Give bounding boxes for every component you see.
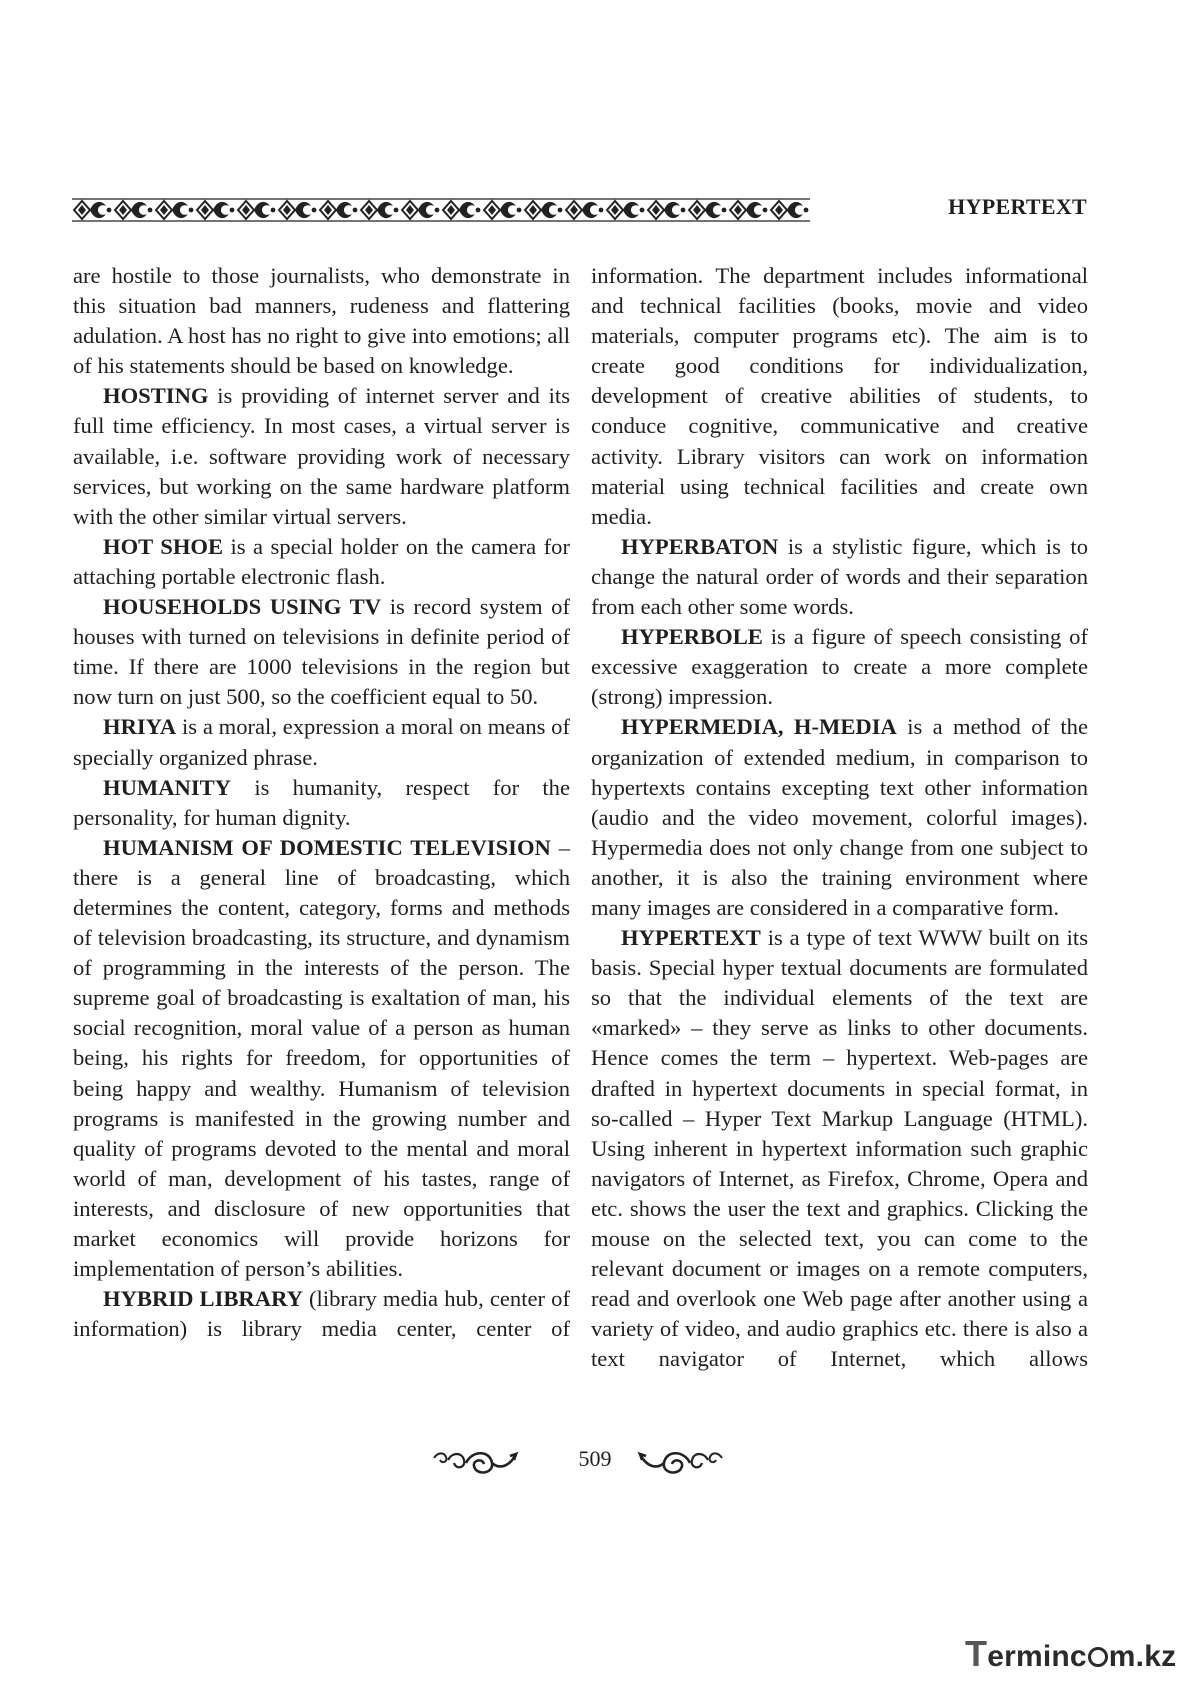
entry-definition: is a type of text WWW built on its basis. Special hyper textual documents are formulated so that the individual elements of the text are «marked» – they serve as links to other documents. Hence comes the term – hypertext. Web-pages are drafted in hypertext documents in special format, in so-called – Hyper Text Markup Language (HTML). Using inherent in hypertext information such graphic navigators of Internet, as Firefox, Chrome, Opera and etc. shows the user the text and graphics. Clicking the mouse on the selected text, you can come to the relevant document or images on a remote computers, read and overlook one Web page after another using a variety of video, and audio graphics etc. there is also a text navigator of Internet, which allows (591, 925, 1088, 1372)
entry-definition: is providing of internet server and its full time efficiency. In most cases, a virtual server is available, i.e. software providing work of necessary services, but working on the same hardware platform with the other similar virtual servers. (73, 383, 570, 529)
entry-continuation (73, 261, 570, 381)
dictionary-entry (73, 833, 570, 1284)
dictionary-entry (591, 532, 1088, 622)
entry-definition: information. The department includes informational and technical facilities (books, movie and video materials, computer programs etc). The aim is to create good conditions for individualization, development of creative abilities of students, to conduce cognitive, communicative and creative activity. Library visitors can work on information material using technical facilities and create own media. (591, 263, 1088, 529)
dictionary-entry (73, 532, 570, 592)
right-column (591, 261, 1088, 1374)
entry-definition: is a method of the organization of extended medium, in comparison to hypertexts contains excepting text other information (audio and the video movement, colorful images). Hypermedia does not only change from one subject to another, it is also the training environment where many images are considered in a comparative form. (591, 714, 1088, 920)
right-flourish-icon (636, 1448, 726, 1478)
entry-term: HUMANISM OF DOMESTIC TELEVISION (103, 834, 551, 860)
entry-definition: is a special holder on the camera for attaching portable electronic flash. (73, 533, 570, 589)
entry-continuation (591, 261, 1088, 532)
entry-term: HOT SHOE (103, 533, 224, 559)
termincom-watermark-logo: Terminc m.kz (965, 1633, 1177, 1674)
page-number: 509 (578, 1446, 612, 1471)
dictionary-entry (73, 381, 570, 531)
entry-definition: are hostile to those journalists, who demonstrate in this situation bad manners, rudeness and flattering adulation. A host has no right to give into emotions; all of his statements should be based on knowledge. (73, 263, 570, 379)
dictionary-entry (73, 773, 570, 833)
entry-definition: is a moral, expression a moral on means of specially organized phrase. (73, 714, 570, 770)
dictionary-entry (591, 622, 1088, 712)
entry-definition: – there is a general line of broadcasting, which determines the content, category, forms and methods of television broadcasting, its structure, and dynamism of programming in the interests of the person. The supreme goal of broadcasting is exaltation of man, his social recognition, moral value of a person as human being, his rights for freedom, for opportunities of being happy and wealthy. Humanism of television programs is manifested in the growing number and quality of programs devoted to the mental and moral world of man, development of his tastes, range of interests, and disclosure of new opportunities that market economics will provide horizons for implementation of person’s abilities. (73, 834, 570, 1282)
entry-term: HYBRID LIBRARY (103, 1286, 303, 1312)
entry-term: HYPERBOLE (621, 624, 763, 650)
header-ornament-band-icon (72, 196, 810, 224)
entry-term: HYPERTEXT (621, 925, 761, 951)
dictionary-entry (73, 1284, 570, 1344)
entry-term: HYPERMEDIA, H-MEDIA (621, 714, 897, 740)
dictionary-entry (73, 592, 570, 712)
left-flourish-icon (430, 1448, 520, 1478)
entry-definition: (library media hub, center of information) is library media center, center of (73, 1286, 570, 1342)
entry-term: HUMANITY (103, 774, 232, 800)
entry-term: HOUSEHOLDS USING TV (103, 594, 382, 620)
dictionary-entry (591, 712, 1088, 923)
dictionary-entry (591, 923, 1088, 1374)
o-ring-icon (1088, 1647, 1108, 1667)
entry-term: HYPERBATON (621, 533, 779, 559)
left-column (73, 261, 570, 1344)
entry-term: HOSTING (103, 383, 209, 409)
entry-definition: is a figure of speech consisting of excessive exaggeration to create a more complete (strong) impression. (591, 624, 1088, 710)
entry-term: HRIYA (103, 714, 177, 740)
dictionary-entry (73, 712, 570, 772)
entry-definition: is a stylistic figure, which is to change the natural order of words and their separation from each other some words. (591, 533, 1088, 620)
entry-definition: is humanity, respect for the personality, for human dignity. (73, 774, 570, 830)
entry-definition: is record system of houses with turned on televisions in definite period of time. If there are 1000 televisions in the region but now turn on just 500, so the coefficient equal to 50. (73, 594, 570, 710)
running-head: HYPERTEXT (948, 194, 1087, 219)
